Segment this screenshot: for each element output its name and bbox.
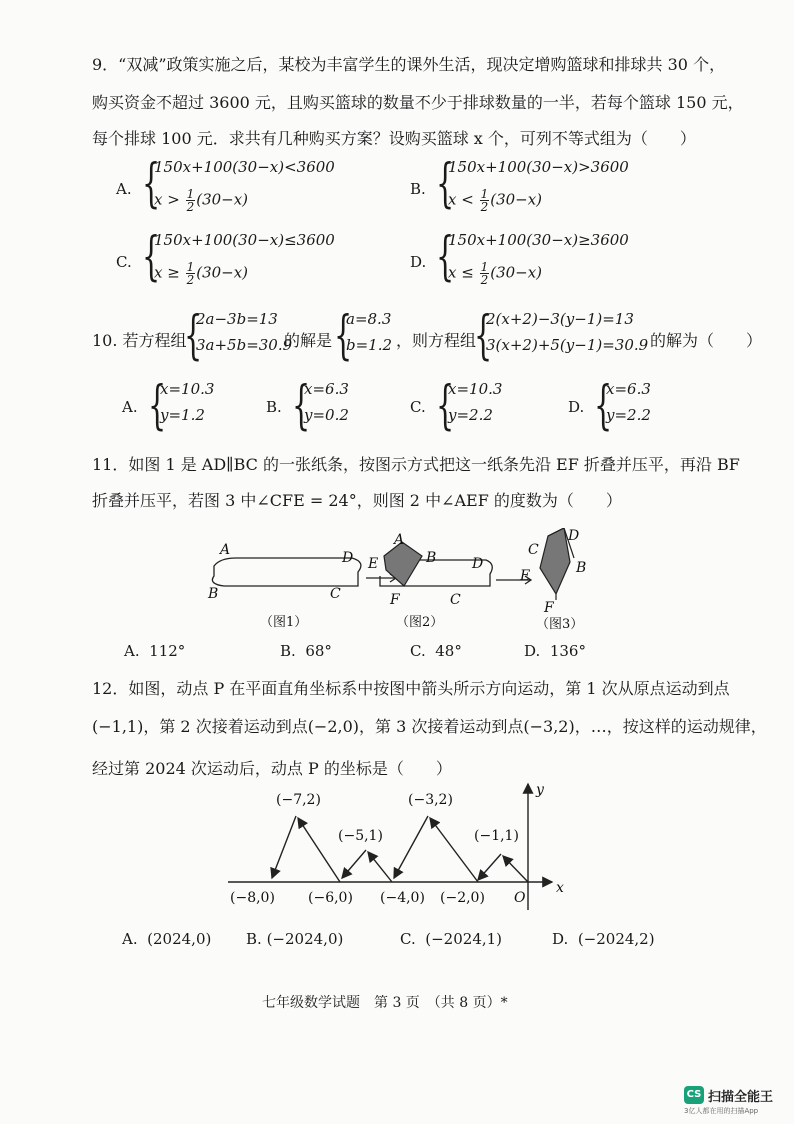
q10-option-a-label: A.: [122, 398, 138, 416]
q10-mid1: 的解是: [284, 331, 333, 350]
q11-option-b: B. 68°: [280, 642, 332, 660]
camscanner-name: 扫描全能王: [708, 1090, 774, 1105]
fig1-label-c: C: [330, 586, 341, 602]
q9-option-a-label: A.: [116, 180, 132, 198]
q11-option-c: C. 48°: [410, 642, 462, 660]
q10-option-b-eq2: y=0.2: [304, 406, 349, 424]
q9-line2: 购买资金不超过 3600 元，且购买篮球的数量不少于排球数量的一半，若每个篮球 150 元，: [92, 93, 744, 112]
camscanner-tagline: 3亿人都在用的扫描App: [684, 1107, 759, 1115]
q11-line2: 折叠并压平，若图 3 中∠CFE = 24°，则图 2 中∠AEF 的度数为（ ）: [92, 491, 622, 510]
point-label-neg1-1: (−1,1): [474, 828, 519, 844]
q10-suffix: 的解为（ ）: [650, 331, 763, 350]
q9-option-a-ineq1: 150x+100(30−x)<3600: [154, 158, 335, 176]
q9-option-c-ineq1: 150x+100(30−x)≤3600: [154, 231, 335, 249]
move-8: [272, 816, 296, 878]
q10-option-c-eq2: y=2.2: [448, 406, 493, 424]
point-label-neg7-2: (−7,2): [276, 792, 321, 808]
origin-label: O: [514, 890, 526, 906]
q10-mid2: ，则方程组: [396, 331, 477, 350]
move-2: [478, 854, 501, 880]
fig3-label-b: B: [576, 560, 587, 576]
q11-line1: 11．如图 1 是 AD∥BC 的一张纸条，按图示方式把这一纸条先沿 EF 折叠并压平，再沿 BF: [92, 455, 740, 474]
q9-option-a-ineq2: x > $\frac{1}{2}$ (30−x): [154, 187, 249, 214]
q12-line3: 经过第 2024 次运动后，动点 P 的坐标是（ ）: [92, 759, 452, 778]
q10-system-3-eq1: 2(x+2)−3(y−1)=13: [486, 310, 634, 328]
q9-line1: 9．“双减”政策实施之后，某校为丰富学生的课外生活，现决定增购篮球和排球共 30 个，: [92, 55, 726, 74]
q12-option-a: A. (2024,0): [122, 930, 212, 948]
q9-option-c-label: C.: [116, 253, 132, 271]
move-1: [503, 856, 528, 882]
q10-option-b-eq1: x=6.3: [304, 380, 349, 398]
fig2-folded-flap: [384, 542, 422, 586]
fig2-label-c: C: [450, 592, 461, 608]
point-label-neg3-2: (−3,2): [408, 792, 453, 808]
fig2-label-a: A: [394, 532, 405, 548]
q10-system-1-eq2: 3a+5b=30.9: [196, 336, 293, 354]
point-label-neg4-0: (−4,0): [380, 890, 425, 906]
q10-option-d-label: D.: [568, 398, 585, 416]
q10-option-d-eq2: y=2.2: [606, 406, 651, 424]
q12-line1: 12．如图，动点 P 在平面直角坐标系中按图中箭头所示方向运动，第 1 次从原点运动到点: [92, 679, 730, 698]
q10-option-a-eq1: x=10.3: [160, 380, 215, 398]
fig1-label-b: B: [208, 586, 219, 602]
q9-option-d-ineq2: x ≤ $\frac{1}{2}$ (30−x): [448, 260, 543, 287]
fig2-label-f: F: [390, 592, 400, 608]
q10-system-3-eq2: 3(x+2)+5(y−1)=30.9: [486, 336, 649, 354]
q12-option-b: B. (−2024,0): [246, 930, 344, 948]
fig3-label-d: D: [568, 528, 580, 544]
q9-option-b-ineq1: 150x+100(30−x)>3600: [448, 158, 629, 176]
fig3-label-e: E: [520, 568, 531, 584]
move-4: [394, 816, 428, 878]
q10-option-a-eq2: y=1.2: [160, 406, 205, 424]
q10-system-2-eq1: a=8.3: [346, 310, 392, 328]
point-label-neg8-0: (−8,0): [230, 890, 275, 906]
fig2-label-e: E: [368, 556, 379, 572]
q9-option-b-ineq2: x < $\frac{1}{2}$ (30−x): [448, 187, 543, 214]
fig3-label-f: F: [544, 600, 554, 616]
move-3: [430, 818, 478, 882]
q10-prefix: 10. 若方程组: [92, 331, 187, 350]
point-label-neg2-0: (−2,0): [440, 890, 485, 906]
fig1-label-a: A: [220, 542, 231, 558]
q12-option-c: C. (−2024,1): [400, 930, 503, 948]
fig3-label-c: C: [528, 542, 539, 558]
q11-option-d: D. 136°: [524, 642, 586, 660]
q10-system-2-eq2: b=1.2: [346, 336, 393, 354]
q12-motion-graph: [220, 780, 580, 920]
move-5: [368, 852, 392, 882]
fig1-label-d: D: [342, 550, 354, 566]
fig1-caption: （图1）: [260, 615, 308, 630]
fig1-paper-strip: [212, 558, 361, 586]
q11-folding-figures: [190, 528, 610, 636]
q9-option-d-ineq1: 150x+100(30−x)≥3600: [448, 231, 629, 249]
x-axis-label: x: [556, 880, 564, 896]
y-axis-label: y: [536, 782, 544, 798]
q9-line3: 每个排球 100 元．求共有几种购买方案？设购买篮球 x 个，可列不等式组为（ ）: [92, 129, 696, 148]
move-6: [342, 850, 366, 878]
q12-option-d: D. (−2024,2): [552, 930, 655, 948]
q10-system-1-eq1: 2a−3b=13: [196, 310, 278, 328]
point-label-neg5-1: (−5,1): [338, 828, 383, 844]
q10-option-b-label: B.: [266, 398, 282, 416]
fig3-caption: （图3）: [536, 617, 584, 632]
point-label-neg6-0: (−6,0): [308, 890, 353, 906]
fig3-folded-shape: [540, 528, 570, 594]
page-footer: 七年级数学试题 第 3 页 （共 8 页）*: [262, 995, 508, 1011]
q10-option-c-label: C.: [410, 398, 426, 416]
q11-option-a: A. 112°: [124, 642, 186, 660]
q10-option-d-eq1: x=6.3: [606, 380, 651, 398]
q10-option-c-eq1: x=10.3: [448, 380, 503, 398]
q9-option-b-label: B.: [410, 180, 426, 198]
q9-option-d-label: D.: [410, 253, 427, 271]
fig2-caption: （图2）: [396, 615, 444, 630]
fig2-label-b: B: [426, 550, 437, 566]
camscanner-logo: CS: [684, 1086, 704, 1104]
fig2-label-d: D: [472, 556, 484, 572]
move-7: [298, 818, 340, 882]
q9-option-c-ineq2: x ≥ $\frac{1}{2}$ (30−x): [154, 260, 249, 287]
q12-line2: (−1,1)，第 2 次接着运动到点(−2,0)，第 3 次接着运动到点(−3,2)，…，按这样的运动规律，: [92, 717, 767, 736]
